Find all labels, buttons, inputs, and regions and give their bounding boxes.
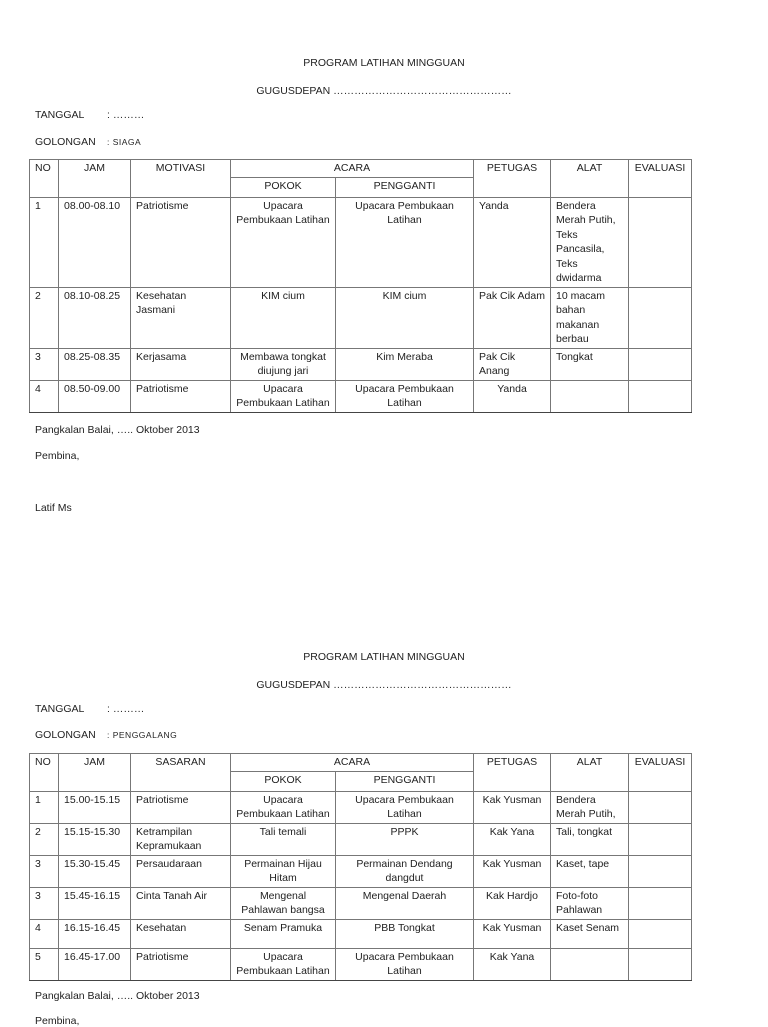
- cell-petugas: Pak Cik Anang: [474, 348, 551, 380]
- doc2-tanggal-value: : ………: [107, 703, 145, 715]
- cell-petugas: Kak Yusman: [474, 919, 551, 948]
- header-pokok: POKOK: [231, 177, 336, 197]
- table-header-row: [30, 754, 692, 772]
- doc1-golongan-line: [35, 136, 141, 148]
- cell-pengganti: Upacara Pembukaan Latihan: [336, 948, 474, 980]
- cell-jam: 15.15-15.30: [59, 823, 131, 855]
- cell-jam: 15.45-16.15: [59, 887, 131, 919]
- table-row: [30, 919, 692, 948]
- cell-alat: Tongkat: [551, 348, 629, 380]
- cell-evaluasi: [629, 380, 692, 412]
- cell-petugas: Yanda: [474, 380, 551, 412]
- header-jam: JAM: [59, 160, 131, 198]
- doc1-signer-name: Latif Ms: [35, 502, 72, 514]
- doc1-program-table: [29, 159, 692, 413]
- header-no: NO: [30, 160, 59, 198]
- cell-pokok: KIM cium: [231, 287, 336, 348]
- cell-pokok: Senam Pramuka: [231, 919, 336, 948]
- cell-evaluasi: [629, 919, 692, 948]
- cell-pengganti: Upacara Pembukaan Latihan: [336, 380, 474, 412]
- header-no: NO: [30, 754, 59, 792]
- cell-sasaran: Patriotisme: [131, 791, 231, 823]
- doc2-gugusdepan: GUGUSDEPAN ……………………………………………: [256, 679, 512, 691]
- cell-alat: Tali, tongkat: [551, 823, 629, 855]
- table-row: [30, 887, 692, 919]
- header-evaluasi: EVALUASI: [629, 754, 692, 792]
- table-row: [30, 948, 692, 980]
- cell-no: 2: [30, 287, 59, 348]
- doc1-golongan-value: : SIAGA: [107, 137, 142, 147]
- table-row: [30, 791, 692, 823]
- cell-jam: 08.00-08.10: [59, 197, 131, 287]
- cell-evaluasi: [629, 855, 692, 887]
- cell-sasaran: Ketrampilan Kepramukaan: [131, 823, 231, 855]
- cell-petugas: Kak Yana: [474, 823, 551, 855]
- cell-motivasi: Kerjasama: [131, 348, 231, 380]
- cell-evaluasi: [629, 348, 692, 380]
- cell-alat: Bendera Merah Putih, Teks Pancasila, Teks dwidarma: [551, 197, 629, 287]
- cell-pengganti: Mengenal Daerah: [336, 887, 474, 919]
- cell-pengganti: Upacara Pembukaan Latihan: [336, 197, 474, 287]
- doc2-place-date: Pangkalan Balai, ….. Oktober 2013: [35, 990, 200, 1002]
- cell-sasaran: Cinta Tanah Air: [131, 887, 231, 919]
- table-row: [30, 287, 692, 348]
- cell-evaluasi: [629, 197, 692, 287]
- cell-pengganti: KIM cium: [336, 287, 474, 348]
- cell-pengganti: Upacara Pembukaan Latihan: [336, 791, 474, 823]
- cell-pokok: Permainan Hijau Hitam: [231, 855, 336, 887]
- cell-pokok: Upacara Pembukaan Latihan: [231, 197, 336, 287]
- cell-pokok: Mengenal Pahlawan bangsa: [231, 887, 336, 919]
- header-jam: JAM: [59, 754, 131, 792]
- header-alat: ALAT: [551, 160, 629, 198]
- table-header-row: [30, 160, 692, 178]
- cell-sasaran: Kesehatan: [131, 919, 231, 948]
- cell-petugas: Kak Yusman: [474, 855, 551, 887]
- doc1-tanggal-value: : ………: [107, 109, 145, 121]
- table-row: [30, 380, 692, 412]
- cell-pengganti: PPPK: [336, 823, 474, 855]
- cell-alat: Kaset, tape: [551, 855, 629, 887]
- cell-pengganti: Permainan Dendang dangdut: [336, 855, 474, 887]
- cell-evaluasi: [629, 791, 692, 823]
- cell-no: 3: [30, 887, 59, 919]
- cell-sasaran: Persaudaraan: [131, 855, 231, 887]
- cell-jam: 08.10-08.25: [59, 287, 131, 348]
- cell-no: 3: [30, 855, 59, 887]
- cell-jam: 15.30-15.45: [59, 855, 131, 887]
- cell-motivasi: Kesehatan Jasmani: [131, 287, 231, 348]
- cell-no: 4: [30, 380, 59, 412]
- header-alat: ALAT: [551, 754, 629, 792]
- cell-petugas: Pak Cik Adam: [474, 287, 551, 348]
- cell-jam: 08.25-08.35: [59, 348, 131, 380]
- doc1-tanggal-label: TANGGAL: [35, 109, 85, 121]
- header-petugas: PETUGAS: [474, 160, 551, 198]
- cell-pokok: Tali temali: [231, 823, 336, 855]
- cell-jam: 15.00-15.15: [59, 791, 131, 823]
- cell-alat: Foto-foto Pahlawan: [551, 887, 629, 919]
- cell-petugas: Kak Yusman: [474, 791, 551, 823]
- table-row: [30, 855, 692, 887]
- cell-motivasi: Patriotisme: [131, 380, 231, 412]
- header-petugas: PETUGAS: [474, 754, 551, 792]
- doc1-tanggal-line: [35, 109, 144, 121]
- header-pengganti: PENGGANTI: [336, 771, 474, 791]
- doc2-golongan-value: : PENGGALANG: [107, 730, 178, 740]
- header-pokok: POKOK: [231, 771, 336, 791]
- cell-pokok: Upacara Pembukaan Latihan: [231, 380, 336, 412]
- cell-petugas: Kak Yana: [474, 948, 551, 980]
- cell-no: 3: [30, 348, 59, 380]
- cell-petugas: Kak Hardjo: [474, 887, 551, 919]
- doc2-golongan-line: [35, 729, 177, 741]
- table-row: [30, 823, 692, 855]
- doc2-program-table: [29, 753, 692, 981]
- cell-no: 1: [30, 791, 59, 823]
- cell-no: 5: [30, 948, 59, 980]
- cell-pengganti: PBB Tongkat: [336, 919, 474, 948]
- doc1-pembina: Pembina,: [35, 450, 80, 462]
- cell-jam: 16.45-17.00: [59, 948, 131, 980]
- cell-evaluasi: [629, 948, 692, 980]
- cell-pokok: Upacara Pembukaan Latihan: [231, 791, 336, 823]
- doc1-gugusdepan: GUGUSDEPAN ……………………………………………: [256, 85, 512, 97]
- doc1-place-date: Pangkalan Balai, ….. Oktober 2013: [35, 424, 200, 436]
- cell-evaluasi: [629, 287, 692, 348]
- header-acara: ACARA: [231, 160, 474, 178]
- cell-no: 1: [30, 197, 59, 287]
- cell-no: 4: [30, 919, 59, 948]
- cell-alat: [551, 380, 629, 412]
- cell-pokok: Upacara Pembukaan Latihan: [231, 948, 336, 980]
- doc2-pembina: Pembina,: [35, 1015, 80, 1027]
- cell-sasaran: Patriotisme: [131, 948, 231, 980]
- header-acara: ACARA: [231, 754, 474, 772]
- header-evaluasi: EVALUASI: [629, 160, 692, 198]
- cell-alat: 10 macam bahan makanan berbau: [551, 287, 629, 348]
- cell-jam: 08.50-09.00: [59, 380, 131, 412]
- cell-pokok: Membawa tongkat diujung jari: [231, 348, 336, 380]
- cell-alat: [551, 948, 629, 980]
- cell-alat: Kaset Senam: [551, 919, 629, 948]
- doc2-golongan-label: GOLONGAN: [35, 729, 96, 741]
- cell-jam: 16.15-16.45: [59, 919, 131, 948]
- cell-petugas: Yanda: [474, 197, 551, 287]
- header-pengganti: PENGGANTI: [336, 177, 474, 197]
- header-motivasi: MOTIVASI: [131, 160, 231, 198]
- cell-pengganti: Kim Meraba: [336, 348, 474, 380]
- table-row: [30, 348, 692, 380]
- table-row: [30, 197, 692, 287]
- header-sasaran: SASARAN: [131, 754, 231, 792]
- doc2-tanggal-line: [35, 703, 144, 715]
- doc2-tanggal-label: TANGGAL: [35, 703, 85, 715]
- doc1-golongan-label: GOLONGAN: [35, 136, 96, 148]
- doc1-title: PROGRAM LATIHAN MINGGUAN: [303, 57, 465, 69]
- cell-evaluasi: [629, 887, 692, 919]
- cell-alat: Bendera Merah Putih,: [551, 791, 629, 823]
- cell-no: 2: [30, 823, 59, 855]
- doc2-title: PROGRAM LATIHAN MINGGUAN: [303, 651, 465, 663]
- cell-evaluasi: [629, 823, 692, 855]
- cell-motivasi: Patriotisme: [131, 197, 231, 287]
